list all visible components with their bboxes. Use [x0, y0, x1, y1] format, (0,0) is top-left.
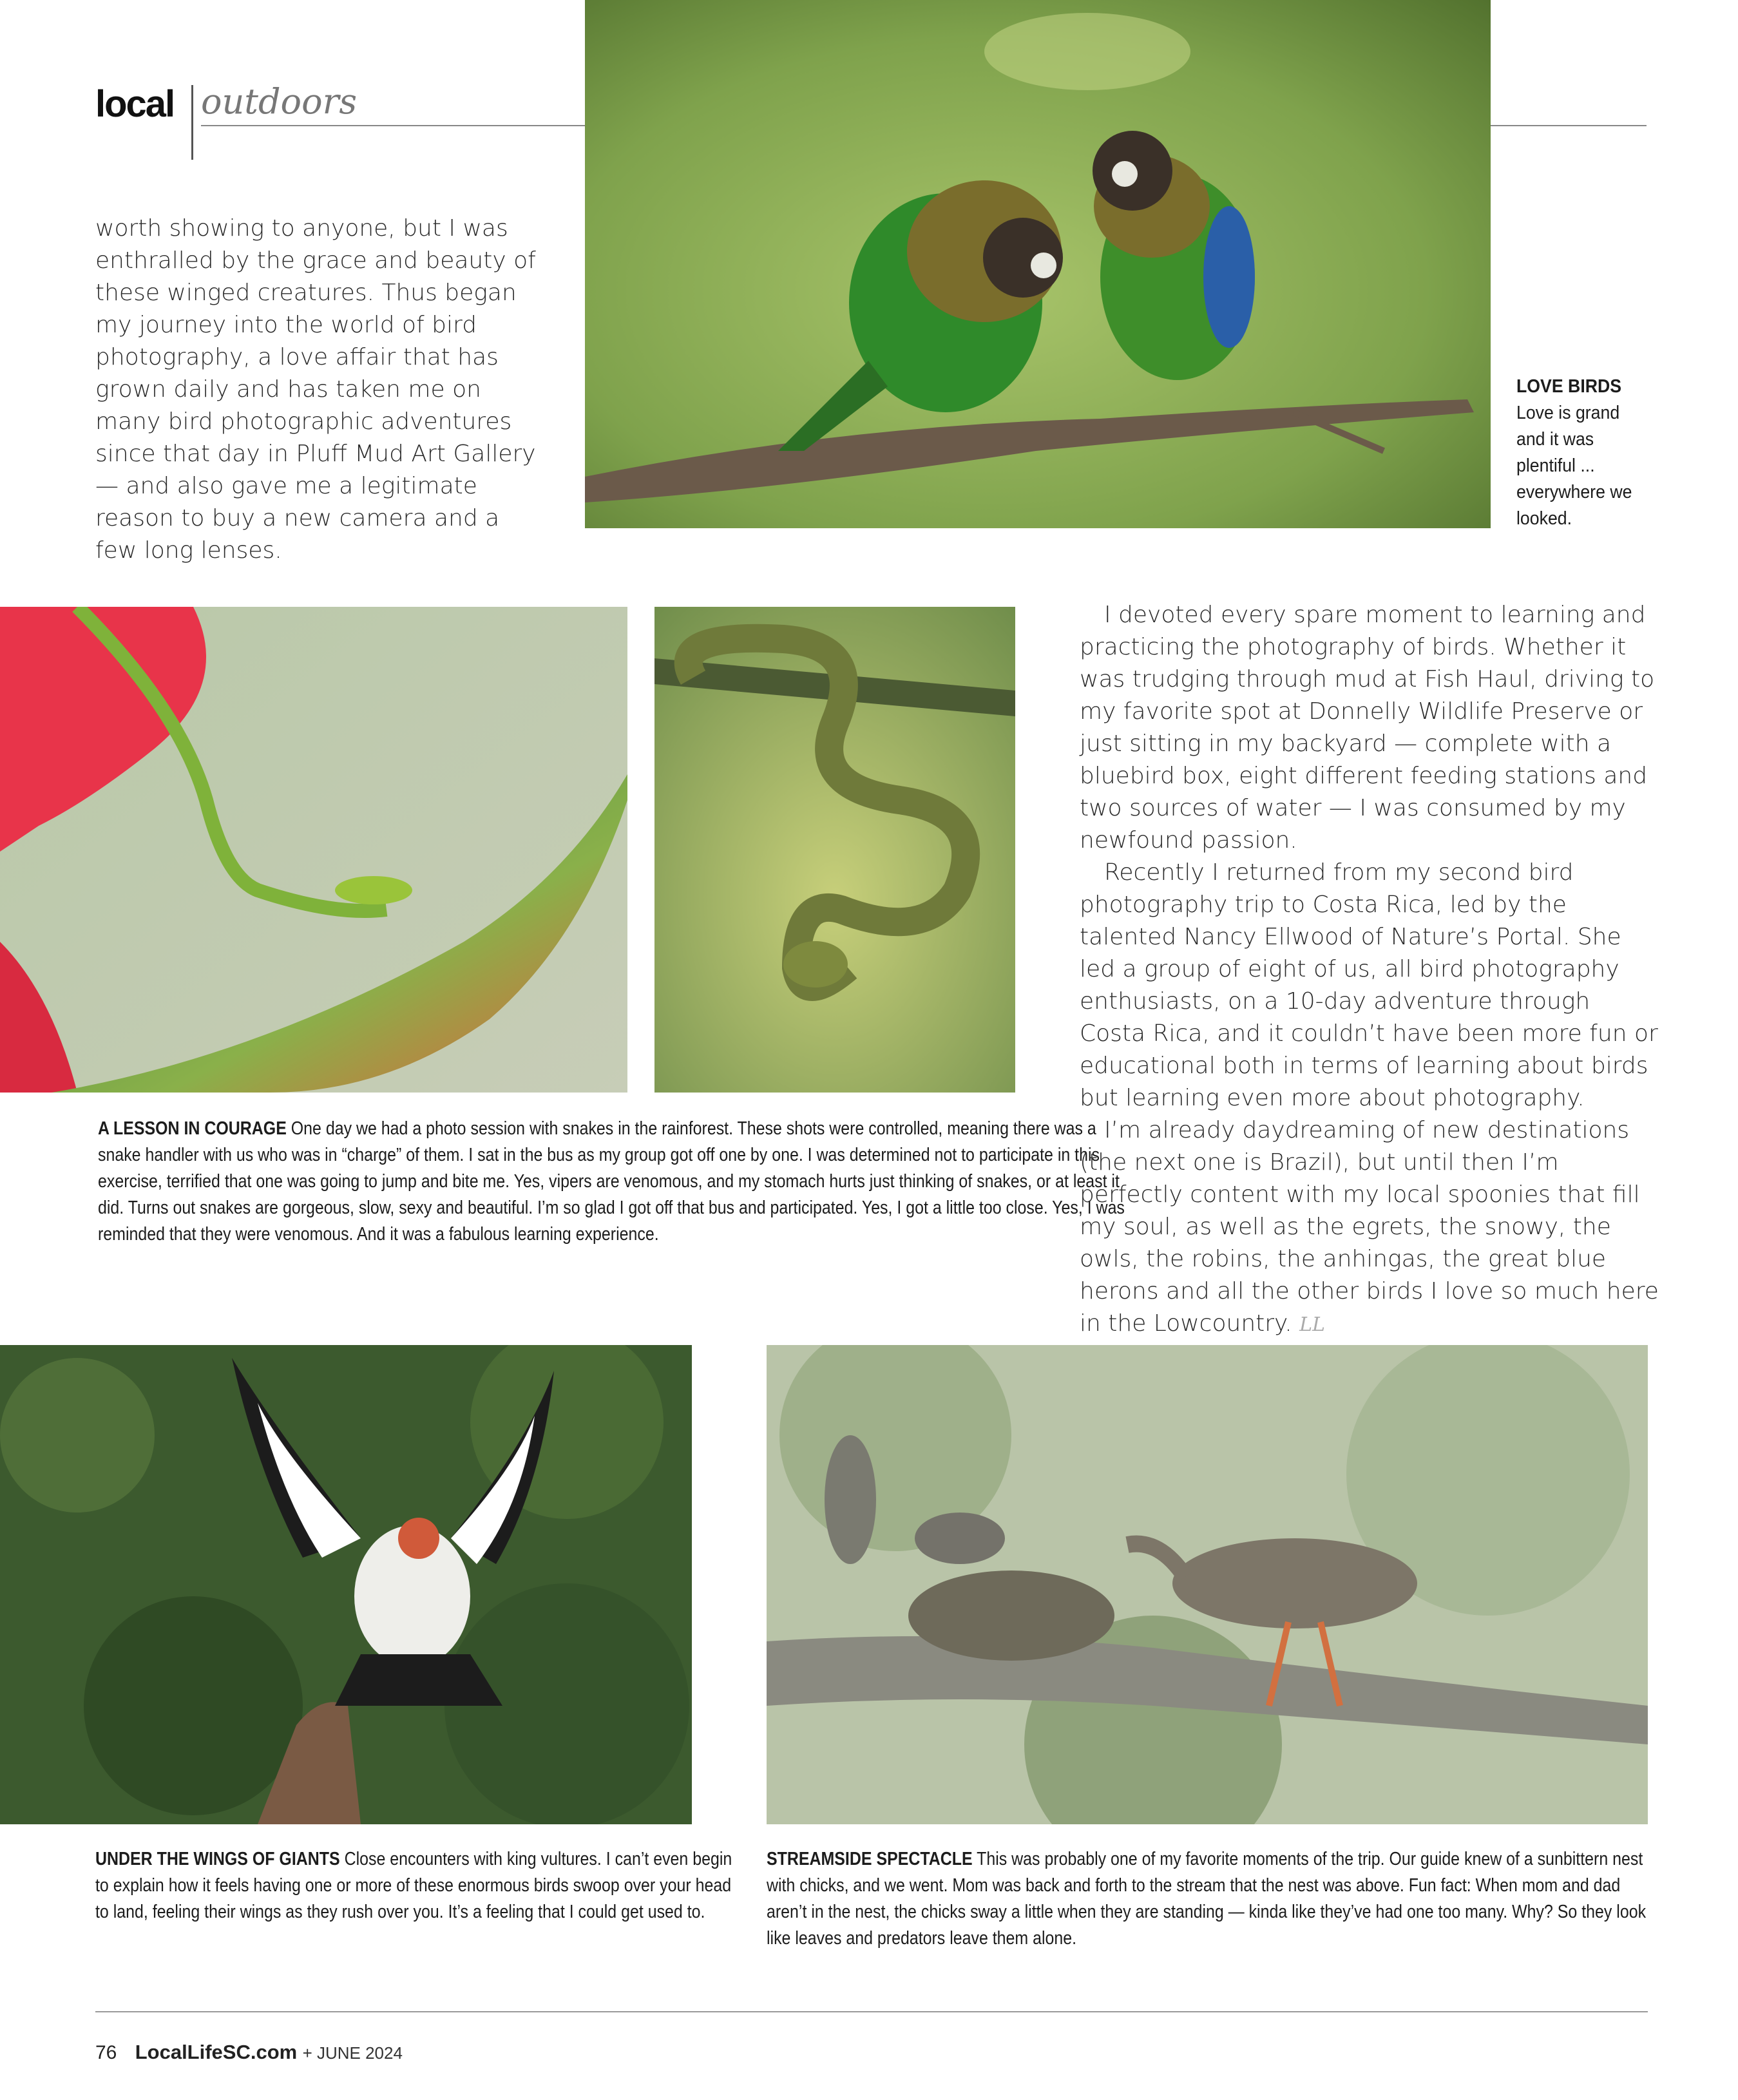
caption-text: Close encounters with king vultures. I can’t even begin to explain how it feels having one or more of these enormous birds swoop over your head to land, feeling their wings as they rush over you. It’s a feeling that I could get used to. [95, 1849, 732, 1922]
under-the-wings-caption [95, 1846, 732, 1925]
header-divider [191, 85, 193, 160]
caption-title: UNDER THE WINGS OF GIANTS [95, 1849, 340, 1869]
end-mark: LL [1299, 1313, 1325, 1336]
sunbittern-nest-photo [767, 1345, 1648, 1824]
header-rule [1489, 125, 1647, 126]
caption-title: LOVE BIRDS [1516, 376, 1622, 397]
parrots-photo [585, 0, 1491, 528]
lesson-in-courage-caption [98, 1116, 1129, 1248]
caption-title: A LESSON IN COURAGE [98, 1118, 287, 1139]
page-number: 76 [95, 2042, 117, 2063]
page-footer [95, 2041, 403, 2064]
vine-snake-photo [0, 607, 627, 1093]
footer-rule [95, 2011, 1648, 2012]
love-birds-caption [1516, 374, 1653, 532]
issue-date: + JUNE 2024 [302, 2043, 403, 2063]
article-paragraph: I devoted every spare moment to learning and practicing the photography of birds. Whether it was trudging through mud at Fish Haul, driving to my favorite spot at Donnelly Wildlife Preserve or just sitting in my backyard — complete with a bluebird box, eight different feeding stations and two sources of water — I was consumed by my newfound passion. [1080, 602, 1655, 854]
article-paragraph-text: I’m already daydreaming of new destinations (the next one is Brazil), but until then I’m perfectly content with my local spoonies that fill my soul, as well as the egrets, the snowy, the owls, the robins, the anhingas, the great blue herons and all the other birds I love so much here in the Lowcountry. [1080, 1117, 1659, 1337]
intro-paragraph: worth showing to anyone, but I was enthralled by the grace and beauty of these winged creatures. Thus began my journey into the world of bird photography, a love affair that has grown daily and has taken me on many bird photographic adventures since that day in Pluff Mud Art Gallery — and also gave me a legitimate reason to buy a new camera and a few long lenses. [95, 215, 536, 564]
article-paragraph [1080, 1114, 1659, 1341]
header-rule [201, 125, 585, 126]
section-name: outdoors [201, 81, 358, 122]
king-vulture-photo [0, 1345, 692, 1824]
site-name: LocalLifeSC.com [135, 2041, 298, 2063]
caption-title: STREAMSIDE SPECTACLE [767, 1849, 973, 1869]
viper-photo [654, 607, 1015, 1093]
article-paragraph: Recently I returned from my second bird photography trip to Costa Rica, led by the talented Nancy Ellwood of Nature’s Portal. She led a group of eight of us, all bird photography enthusiasts, on a 10-day adventure through Costa Rica, and it couldn’t have been more fun or educational both in terms of learning about birds but learning even more about photography. [1080, 859, 1658, 1111]
brand-logo: local [95, 83, 175, 125]
caption-text: Love is grand and it was plentiful ... everywhere we looked. [1516, 403, 1632, 529]
caption-text: One day we had a photo session with snakes in the rainforest. These shots were controlled, meaning there was a snake handler with us who was in “charge” of them. I sat in the bus as my group got off one by one. I was determined not to participate in this exercise, terrified that one was going to jump and bite me. Yes, vipers are venomous, and my stomach hurts just thinking of snakes, or at least it did. Turns out snakes are gorgeous, slow, sexy and beautiful. I’m so glad I got off that bus and participated. Yes, I got a little too close. Yes, I was reminded that they were venomous. And it was a fabulous learning experience. [98, 1118, 1125, 1245]
streamside-caption [767, 1846, 1653, 1952]
article-body [1080, 599, 1659, 1341]
caption-text: This was probably one of my favorite moments of the trip. Our guide knew of a sunbittern nest with chicks, and we went. Mom was back and forth to the stream that the nest was above. Fun fact: When mom and dad aren’t in the nest, the chicks sway a little when they are standing — kinda like they’ve had one too many. Why? So they look like leaves and predators leave them alone. [767, 1849, 1647, 1949]
